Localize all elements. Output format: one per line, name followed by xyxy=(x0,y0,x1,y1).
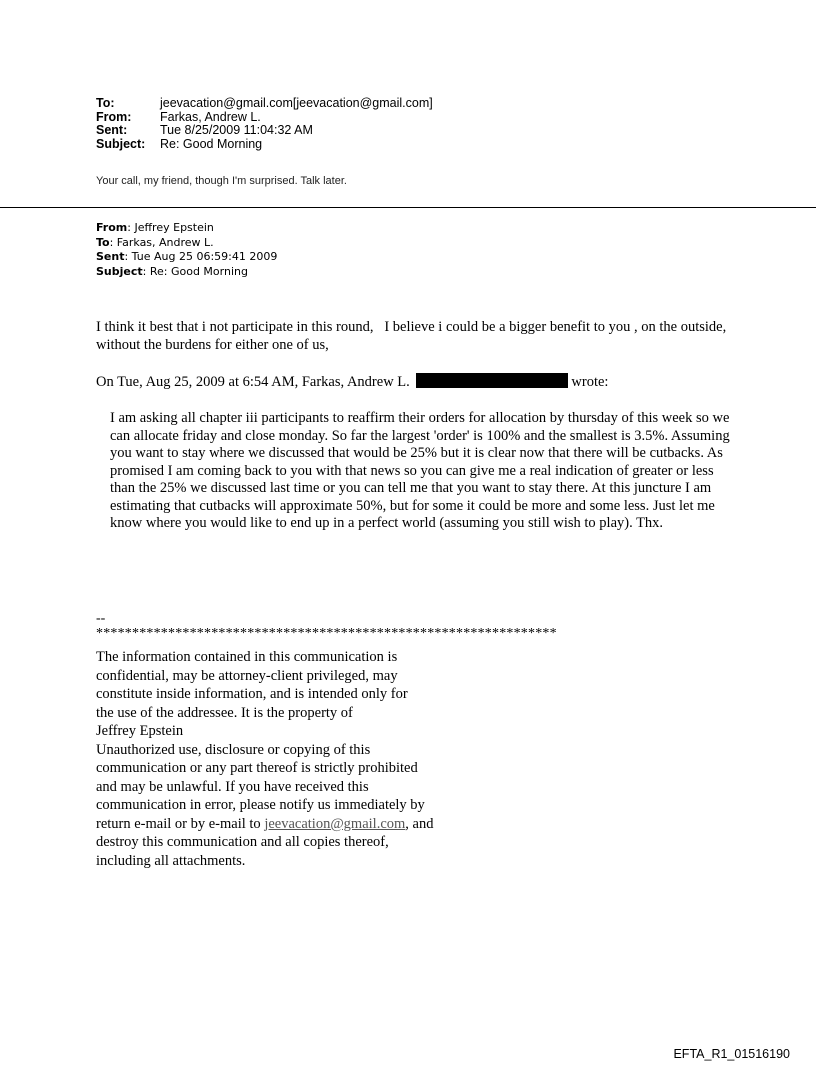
email-header xyxy=(96,97,433,151)
from-value: Farkas, Andrew L. xyxy=(160,109,261,124)
quoted-header xyxy=(96,221,277,279)
quoted-subject-row xyxy=(96,265,277,280)
quoted-to-row xyxy=(96,236,277,251)
document-id: EFTA_R1_01516190 xyxy=(673,1047,790,1061)
sent-value: Tue 8/25/2009 11:04:32 AM xyxy=(160,123,313,137)
quoted-to-label: To xyxy=(96,235,110,249)
to-label: To: xyxy=(96,96,115,110)
quoted-sent-value: : Tue Aug 25 06:59:41 2009 xyxy=(124,250,278,263)
disclaimer-line: Jeffrey Epstein xyxy=(96,723,184,739)
section-divider xyxy=(0,207,816,208)
top-message-body: Your call, my friend, though I'm surprised. Talk later. xyxy=(96,175,347,187)
from-label: From: xyxy=(96,109,132,124)
disclaimer-line: communication or any part thereof is strictly prohibited xyxy=(96,760,418,776)
return-suffix: , and xyxy=(405,815,434,832)
reply-body: I think it best that i not participate in this round, I believe i could be a bigger benefit to you , on the outside, without the burdens for either one of us, xyxy=(96,319,730,353)
quoted-from-label: From xyxy=(96,221,128,234)
return-prefix: return e-mail or by e-mail to xyxy=(96,815,265,832)
quoted-sent-row xyxy=(96,250,277,265)
quoted-from-value: : Jeffrey Epstein xyxy=(127,221,214,234)
disclaimer-line: and may be unlawful. If you have received this xyxy=(96,778,369,795)
disclaimer-line: The information contained in this communication is xyxy=(96,649,398,665)
sent-label: Sent: xyxy=(96,123,128,137)
quoted-sent-label: Sent xyxy=(96,250,125,263)
quoted-message: I am asking all chapter iii participants to reaffirm their orders for allocation by thursday of this week so we can allocate friday and close monday. So far the largest 'order' is 100% and the smallest is 3.5%. Assuming you want to stay where we discussed that would be 25% but it is clear now that there will be cutbacks. As promised I am coming back to you with that news so you can give me a real indication of greater or less than the 25% we discussed last time or you can tell me that you want to stay there. At this juncture I am estimating that cutbacks will approximate 50%, but for some it could be more and some less. Just let me know where you would like to end up in a perfect world (assuming you still wish to play). Thx. xyxy=(110,410,730,531)
disclaimer-line: including all attachments. xyxy=(96,852,246,869)
attribution-line xyxy=(96,373,736,391)
email-link[interactable]: jeevacation@gmail.com xyxy=(264,815,406,832)
from-row xyxy=(96,111,433,125)
signature-dashes: -- xyxy=(96,611,106,626)
disclaimer-line-with-link xyxy=(96,815,496,834)
subject-row xyxy=(96,138,433,152)
disclaimer-line: Unauthorized use, disclosure or copying of this xyxy=(96,741,371,758)
disclaimer-line: confidential, may be attorney-client privileged, may xyxy=(96,667,398,684)
disclaimer-line: destroy this communication and all copies thereof, xyxy=(96,834,389,850)
quoted-subject-value: : Re: Good Morning xyxy=(142,264,248,278)
attribution-prefix: On Tue, Aug 25, 2009 at 6:54 AM, Farkas, Andrew L. xyxy=(96,374,414,390)
disclaimer-line: the use of the addressee. It is the property of xyxy=(96,704,353,721)
disclaimer-line: communication in error, please notify us immediately by xyxy=(96,797,425,813)
to-row xyxy=(96,97,433,111)
sent-row xyxy=(96,124,433,138)
quoted-to-value: : Farkas, Andrew L. xyxy=(109,235,214,249)
quoted-from-row xyxy=(96,221,277,236)
disclaimer-line: constitute inside information, and is intended only for xyxy=(96,686,408,702)
disclaimer xyxy=(96,648,496,870)
subject-label: Subject: xyxy=(96,136,146,151)
signature-stars: **************************************************************** xyxy=(96,626,557,641)
to-value: jeevacation@gmail.com[jeevacation@gmail.com] xyxy=(160,96,433,110)
attribution-suffix: wrote: xyxy=(571,374,609,390)
quoted-subject-label: Subject xyxy=(96,264,143,278)
subject-value: Re: Good Morning xyxy=(160,136,263,151)
redaction-block xyxy=(416,373,568,388)
